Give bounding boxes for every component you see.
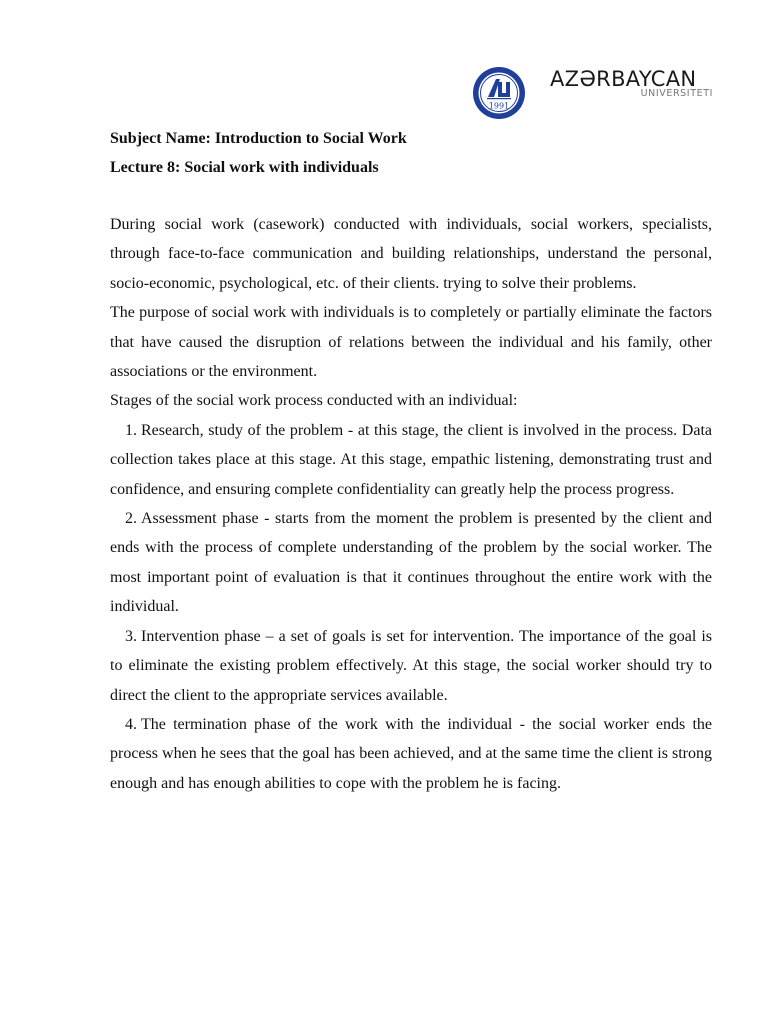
stage-number: 3. bbox=[125, 627, 137, 645]
document-body bbox=[110, 210, 712, 798]
stage-text: Assessment phase - starts from the moment the problem is presented by the client and ends with the process of complete understanding of the problem by the social worker. The most important point of evaluation is that it continues throughout the entire work with the individual. bbox=[110, 510, 712, 616]
stage-number: 4. bbox=[125, 715, 137, 733]
university-brand bbox=[550, 66, 722, 99]
stage-text: The termination phase of the work with the individual - the social worker ends the process when he sees that the goal has been achieved, and at the same time the client is strong enough and has enough abilities to cope with the problem he is facing. bbox=[110, 715, 712, 792]
university-seal-icon bbox=[472, 66, 526, 120]
stage-text: Research, study of the problem - at this stage, the client is involved in the process. Data collection takes place at this stage. At this stage, empathic listening, demonstrating trust and confidence, and ensuring complete confidentiality can greatly help the process progress. bbox=[110, 421, 712, 498]
lecture-title: Lecture 8: Social work with individuals bbox=[110, 159, 379, 177]
stages-intro: Stages of the social work process conducted with an individual: bbox=[110, 392, 518, 410]
university-name: AZƏRBAYCAN bbox=[550, 67, 697, 91]
purpose-paragraph: The purpose of social work with individuals is to completely or partially eliminate the factors that have caused the disruption of relations between the individual and his family, other associations or the environment. bbox=[110, 304, 712, 381]
intro-paragraph: During social work (casework) conducted with individuals, social workers, specialists, through face-to-face communication and building relationships, understand the personal, socio-economic, psychological, etc. of their clients. trying to solve their problems. bbox=[110, 216, 712, 292]
stage-item bbox=[110, 504, 712, 622]
subject-name: Subject Name: Introduction to Social Work bbox=[110, 130, 407, 147]
stage-item bbox=[110, 622, 712, 710]
stage-number: 2. bbox=[125, 510, 137, 528]
stage-number: 1. bbox=[125, 421, 137, 439]
university-logo bbox=[472, 66, 722, 120]
stage-item bbox=[110, 416, 712, 504]
stage-text: Intervention phase – a set of goals is set for intervention. The importance of the goal is to eliminate the existing problem effectively. At this stage, the social worker should try to direct the client to the appropriate services available. bbox=[110, 627, 712, 704]
university-subtitle: UNIVERSITETI bbox=[640, 88, 713, 99]
stage-item bbox=[110, 710, 712, 798]
seal-year: 1991 bbox=[488, 101, 510, 111]
document-header bbox=[110, 124, 712, 183]
